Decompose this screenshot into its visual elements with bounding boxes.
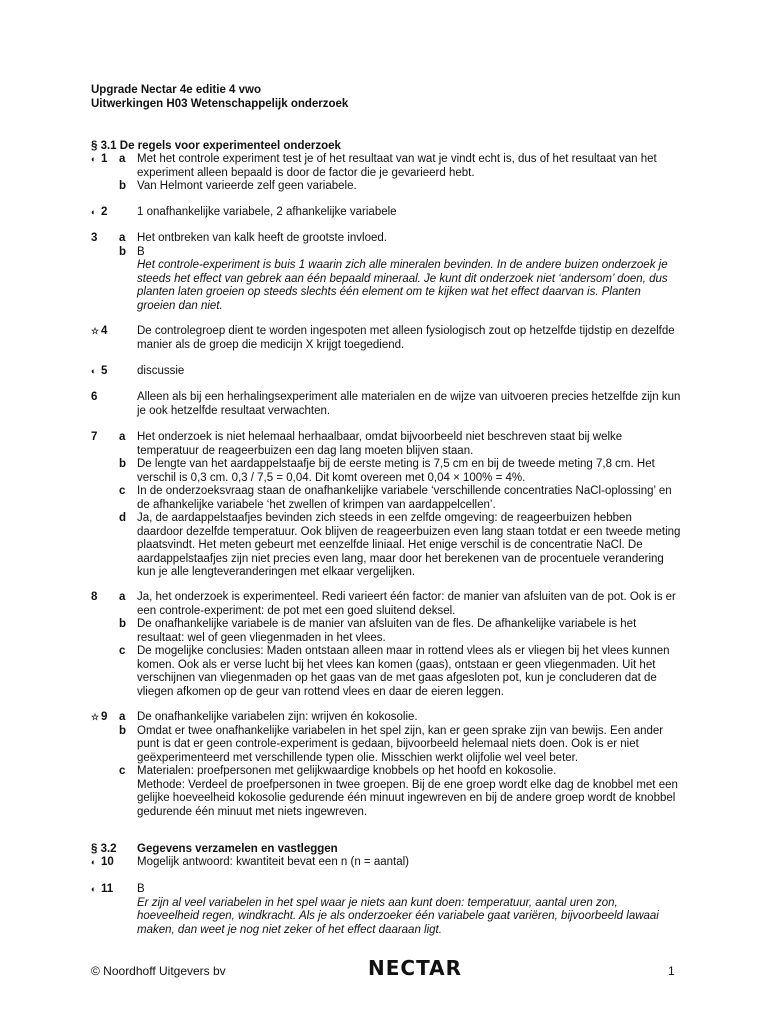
letter-b: b — [119, 180, 127, 192]
answer-9b: Omdat er twee onafhankelijke variabelen in het spel zijn, kan er geen sprake zijn van bewijs. Een ander punt is dat er geen controle-experiment is gedaan, bijvoorbeeld helemaal niets doen. Ook is er niet geëxperimenteerd met verschillende typen olie. Misschien werkt olijfolie wel veel beter. — [137, 724, 664, 764]
nectar-logo: NECTAR — [368, 956, 463, 980]
star-icon: ☆ — [91, 326, 100, 336]
section-3-2-number: § 3.2 — [91, 843, 117, 855]
answer-1b: Van Helmont varieerde zelf geen variabele. — [137, 180, 357, 192]
letter-a: a — [119, 711, 126, 723]
question-3 — [91, 232, 681, 313]
section-3-1-title: § 3.1 De regels voor experimenteel onderzoek — [91, 140, 341, 152]
answer-8a: Ja, het onderzoek is experimenteel. Redi varieert één factor: de manier van afsluiten van de pot. Ook is er een controle-experiment: de pot met een goed sluitend deksel. — [137, 591, 676, 617]
half-circle-icon: ◐ — [91, 207, 97, 217]
question-number: 10 — [101, 856, 114, 868]
answer-7b: De lengte van het aardappelstaafje bij de eerste meting is 7,5 cm en bij de tweede meting 7,8 cm. Het verschil is 0,3 cm. 0,3 / 7,5 = 0,04. Dit komt overeen met 0,04 × 100% = 4%. — [137, 458, 655, 484]
answer-3b: B — [137, 245, 145, 258]
answer-8b: De onafhankelijke variabele is de manier van afsluiten van de fles. De afhankelijke variabele is het resultaat: wel of geen vliegenmaden in het vlees. — [137, 618, 637, 644]
question-7 — [91, 431, 681, 580]
answer-9a: De onafhankelijke variabelen zijn: wrijven én kokosolie. — [137, 711, 418, 723]
half-circle-icon: ◐ — [91, 154, 97, 164]
question-number: 1 — [101, 153, 108, 165]
answer-9c-method: Methode: Verdeel de proefpersonen in twee groepen. Bij de ene groep wordt elke dag de knobbel met een gelijke hoeveelheid kokosolie gedurende één minuut ingewreven en bij de andere groep wordt de knobbel gedurende één minuut met niets ingewreven. — [137, 778, 678, 818]
question-number: 11 — [101, 883, 114, 895]
letter-a: a — [119, 431, 126, 443]
letter-c: c — [119, 645, 126, 657]
question-4 — [91, 325, 681, 352]
answer-1a: Met het controle experiment test je of het resultaat van wat je vindt echt is, dus of het resultaat van het experiment alleen bepaald is door de factor die je gevarieerd hebt. — [137, 153, 657, 179]
answer-7a: Het onderzoek is niet helemaal herhaalbaar, omdat bijvoorbeeld niet beschreven staat bij welke temperatuur de reageerbuizen een dag lang moeten blijven staan. — [137, 431, 623, 457]
answer-11-explanation: Er zijn al veel variabelen in het spel waar je niets aan kunt doen: temperatuur, aantal uren zon, hoeveelheid regen, windkracht. Als je als onderzoeker één variabele gaat variëren, bijvoorbeeld lawaai maken, dan weet je nog niet zeker of het effect daaraan ligt. — [137, 896, 659, 936]
page-number: 1 — [668, 964, 675, 978]
half-circle-icon: ◐ — [91, 366, 97, 376]
half-circle-icon: ◐ — [91, 857, 97, 867]
answer-6: Alleen als bij een herhalingsexperiment alle materialen en de wijze van uitvoeren precies hetzelfde zijn kun je ook hetzelfde resultaat verwachten. — [137, 391, 681, 417]
question-number: 4 — [101, 325, 108, 337]
question-10 — [91, 856, 681, 870]
question-number: 5 — [101, 365, 108, 377]
letter-a: a — [119, 153, 126, 165]
half-circle-icon: ◐ — [91, 884, 97, 894]
letter-d: d — [119, 512, 127, 524]
question-9 — [91, 711, 681, 819]
answer-4: De controlegroep dient te worden ingespoten met alleen fysiologisch zout op hetzelfde tijdstip en dezelfde manier als de groep die medicijn X krijgt toegediend. — [137, 325, 675, 351]
question-11 — [91, 883, 681, 937]
answer-11: B — [137, 883, 145, 895]
answer-3a: Het ontbreken van kalk heeft de grootste invloed. — [137, 232, 387, 244]
question-number: 8 — [91, 591, 98, 603]
question-number: 6 — [91, 391, 98, 403]
section-3-2-title: Gegevens verzamelen en vastleggen — [137, 843, 338, 855]
question-number: 7 — [91, 431, 98, 443]
question-number: 3 — [91, 232, 98, 244]
answer-7d: Ja, de aardappelstaafjes bevinden zich steeds in een zelfde omgeving: de reageerbuizen hebben daardoor dezelfde temperatuur. Ook blijven de reageerbuizen even lang staan totdat er een tweede meting plaatsvindt. Het meten gebeurt met eenzelfde liniaal. Het enige verschil is de concentratie NaCl. De aardappelstaafjes zijn niet precies even lang, maar door het berekenen van de procentuele verandering kun je alle lengteveranderingen met elkaar vergelijken. — [137, 512, 681, 578]
answer-7c: In de onderzoeksvraag staan de onafhankelijke variabele ‘verschillende concentraties NaCl-oplossing’ en de afhankelijke variabele ‘het zwellen of krimpen van aardappelcellen’. — [137, 485, 672, 511]
question-6 — [91, 391, 681, 418]
footer-copyright: © Noordhoff Uitgevers bv — [91, 964, 226, 978]
letter-b: b — [119, 618, 127, 630]
question-5 — [91, 365, 681, 379]
letter-b: b — [119, 458, 127, 470]
letter-c: c — [119, 765, 126, 777]
document-header — [91, 84, 348, 111]
answer-3b-explanation: Het controle-experiment is buis 1 waarin zich alle mineralen bevinden. In de andere buizen onderzoek je steeds het effect van gebrek aan één bepaald mineraal. Je kunt dit onderzoek niet ‘andersom’ doen, dus planten laten groeien op steeds slechts één element om te kijken wat het effect daarvan is. Planten groeien dan niet. — [137, 259, 668, 312]
star-icon: ☆ — [91, 712, 100, 722]
question-8 — [91, 591, 681, 699]
letter-b: b — [119, 724, 127, 737]
question-number: 2 — [101, 206, 108, 218]
header-line-1: Upgrade Nectar 4e editie 4 vwo — [91, 84, 262, 96]
question-1 — [91, 153, 681, 194]
letter-c: c — [119, 485, 126, 497]
answer-8c: De mogelijke conclusies: Maden ontstaan alleen maar in rottend vlees als er vliegen bij het vlees kunnen komen. Ook als er verse lucht bij het vlees kan komen (gaas), ontstaan er geen vliegenmaden. Uit het verschijnen van vliegenmaden op het gaas van de met gaas afgesloten pot, kun je concluderen dat de vliegen afkomen op de geur van rottend vlees en daar de eieren leggen. — [137, 645, 670, 698]
answer-5: discussie — [137, 365, 185, 377]
question-number: 9 — [101, 711, 108, 723]
letter-a: a — [119, 232, 126, 244]
answer-10: Mogelijk antwoord: kwantiteit bevat een n (n = aantal) — [137, 856, 410, 868]
question-2 — [91, 206, 681, 220]
letter-b: b — [119, 245, 127, 258]
answer-9c: Materialen: proefpersonen met gelijkwaardige knobbels op het hoofd en kokosolie. — [137, 765, 557, 777]
letter-a: a — [119, 591, 126, 603]
section-3-2-heading — [91, 843, 691, 857]
answer-2: 1 onafhankelijke variabele, 2 afhankelijke variabele — [137, 206, 397, 218]
header-line-2: Uitwerkingen H03 Wetenschappelijk onderzoek — [91, 97, 349, 110]
